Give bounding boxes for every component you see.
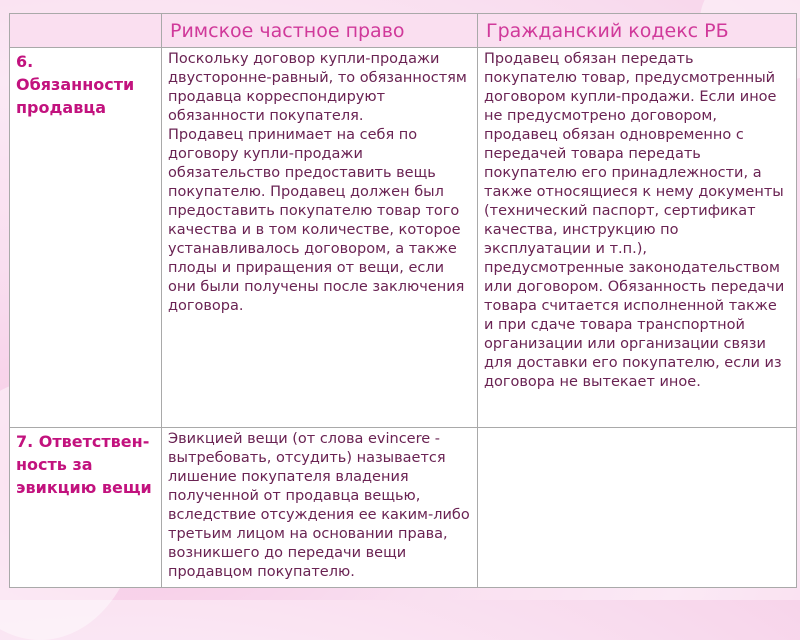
civil-code-cell	[478, 48, 797, 428]
cell-paragraph: Эвикцией вещи (от слова evincere - вытребовать, отсудить) называется лишение покупателя владения полученной от продавца вещью, вследствие отсуждения ее каким-либо третьим лицом на основании права, возникшего до передачи вещи продавцом покупателю.	[168, 431, 470, 580]
civil-code-cell	[478, 428, 797, 588]
corner-cell	[10, 14, 162, 48]
column-header-civil-code: Гражданский кодекс РБ	[478, 14, 797, 48]
table-row	[10, 428, 797, 588]
column-header-roman-law: Римское частное право	[162, 14, 478, 48]
table-row	[10, 48, 797, 428]
cell-paragraph: Продавец обязан передать покупателю товар, предусмотренный договором купли-продажи. Если иное не предусмотрено договором, продавец обязан одновременно с передачей товара передать покупателю его принадлежности, а также относящиеся к нему документы (технический паспорт, сертификат качества, инструкцию по эксплуатации и т.п.), предусмотренные законодательством или договором. Обязанность передачи товара считается исполненной также и при сдаче товара транспортной организации или организации связи для доставки его покупателю, если из договора не вытекает иное.	[484, 51, 785, 390]
cell-paragraph: Поскольку договор купли-продажи двусторонне-равный, то обязанностям продавца корреспондируют обязанности покупателя.	[168, 51, 467, 124]
header-row	[10, 14, 797, 48]
cell-paragraph: Продавец принимает на себя по договору купли-продажи обязательство предоставить вещь покупателю. Продавец должен был предоставить покупателю товар того качества и в том количестве, которое устанавливалось договором, а также плоды и приращения от вещи, если они были получены после заключения договора.	[168, 127, 465, 314]
comparison-table	[9, 13, 797, 588]
roman-law-cell	[162, 428, 478, 588]
roman-law-cell	[162, 48, 478, 428]
row-label: 7. Ответствен-ность за эвикцию вещи	[10, 428, 162, 588]
row-label: 6. Обязанности продавца	[10, 48, 162, 428]
